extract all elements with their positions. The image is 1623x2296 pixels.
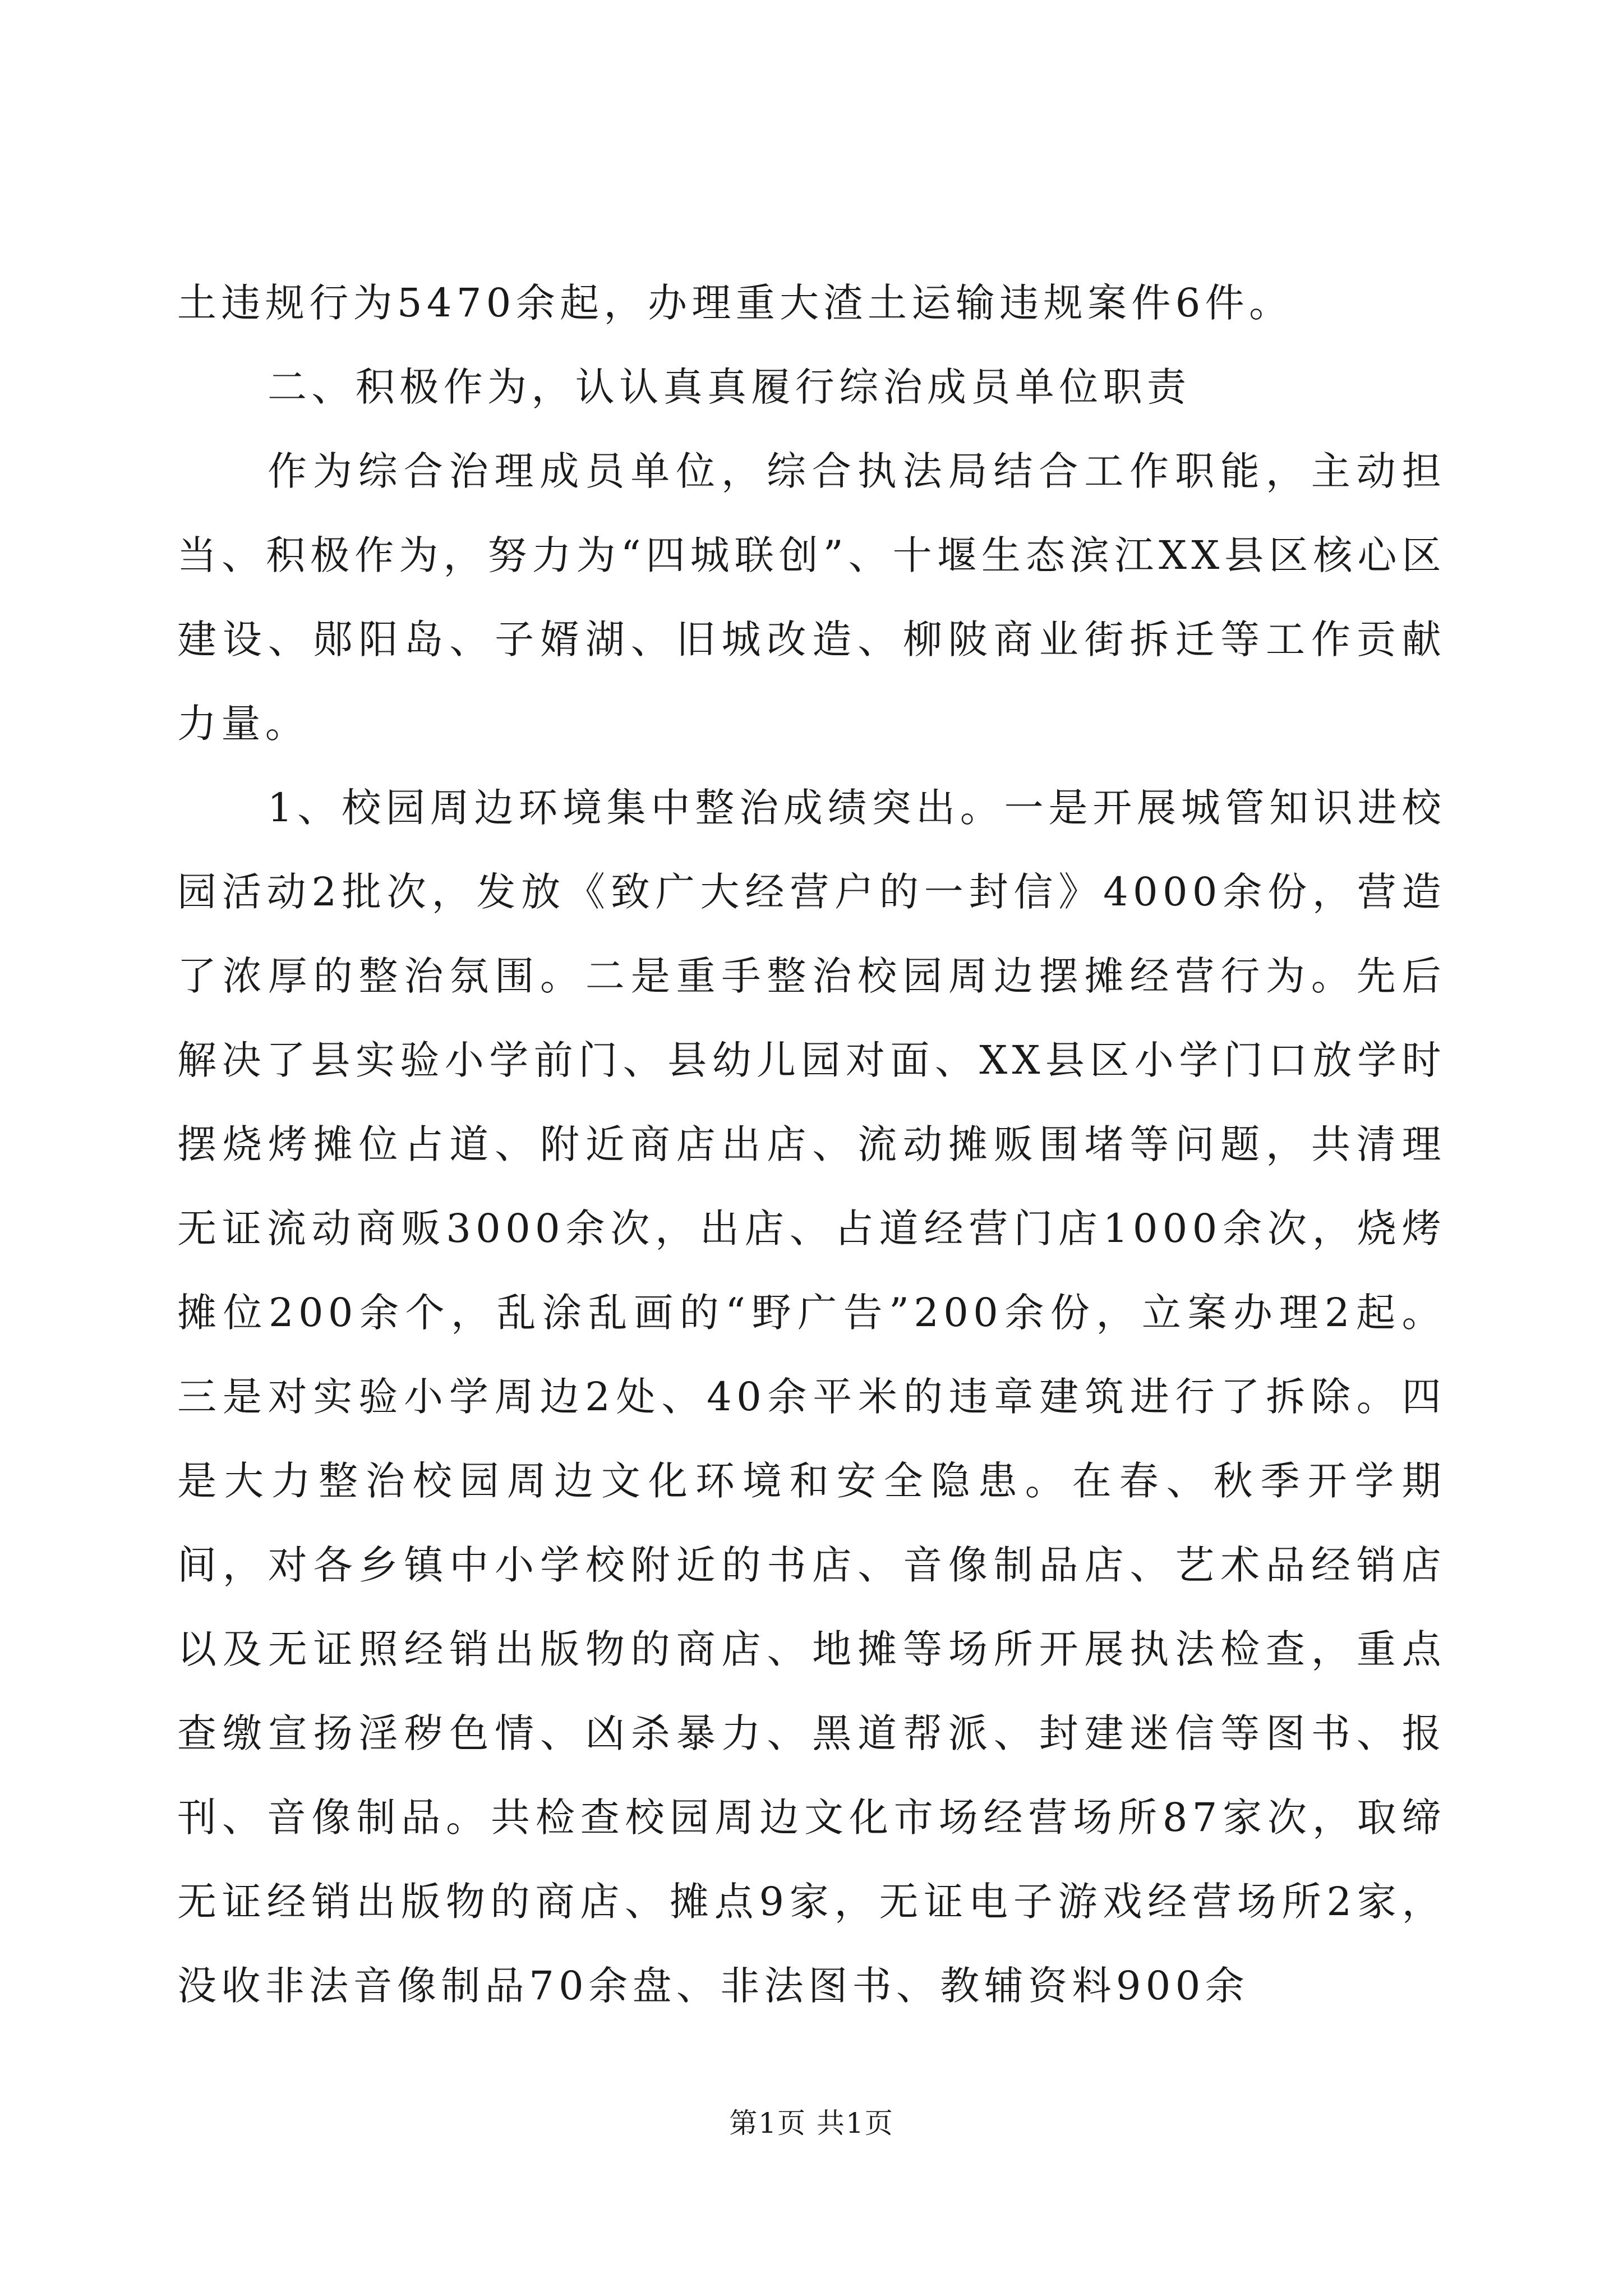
document-body [177, 261, 1446, 2028]
paragraph-intro: 作为综合治理成员单位，综合执法局结合工作职能，主动担当、积极作为，努力为“四城联创”、十堰生态滨江XX县区核心区建设、郧阳岛、子婿湖、旧城改造、柳陂商业街拆迁等工作贡献力量。 [177, 448, 1446, 747]
paragraph-continuation: 土违规行为5470余起，办理重大渣土运输违规案件6件。 [177, 280, 1293, 326]
section-heading: 二、积极作为，认认真真履行综治成员单位职责 [268, 364, 1191, 410]
page-footer: 第1页 共1页 [729, 2107, 894, 2139]
paragraph-campus-rectification: 1、校园周边环境集中整治成绩突出。一是开展城管知识进校园活动2批次，发放《致广大经营户的一封信》4000余份，营造了浓厚的整治氛围。二是重手整治校园周边摆摊经营行为。先后解决了县实验小学前门、县幼儿园对面、XX县区小学门口放学时摆烧烤摊位占道、附近商店出店、流动摊贩围堵等问题，共清理无证流动商贩3000余次，出店、占道经营门店1000余次，烧烤摊位200余个，乱涂乱画的“野广告”200余份，立案办理2起。三是对实验小学周边2处、40余平米的违章建筑进行了拆除。四是大力整治校园周边文化环境和安全隐患。在春、秋季开学期间，对各乡镇中小学校附近的书店、音像制品店、艺术品经销店以及无证照经销出版物的商店、地摊等场所开展执法检查，重点查缴宣扬淫秽色情、凶杀暴力、黑道帮派、封建迷信等图书、报刊、音像制品。共检查校园周边文化市场经营场所87家次，取缔无证经销出版物的商店、摊点9家，无证电子游戏经营场所2家，没收非法音像制品70余盘、非法图书、教辅资料900余 [177, 785, 1446, 2009]
